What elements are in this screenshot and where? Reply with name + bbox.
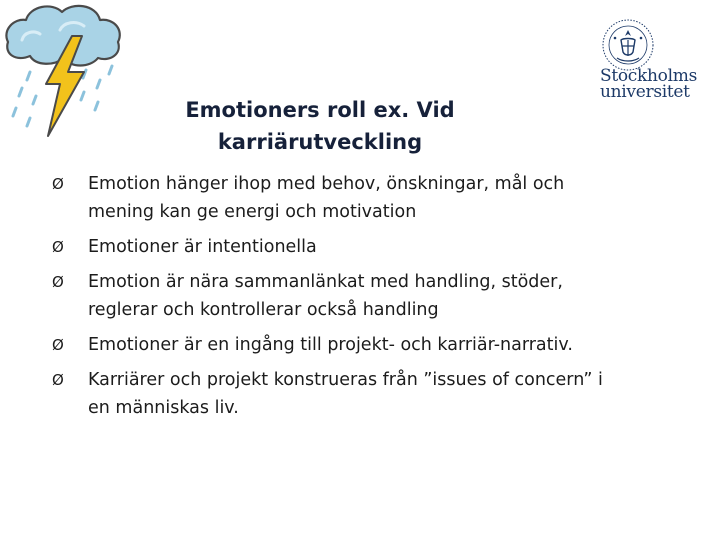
- bullet-list: [30, 170, 610, 429]
- bullet-arrow-icon: Ø: [52, 273, 64, 291]
- storm-cloud-lightning-icon: [0, 0, 150, 150]
- bullet-text: Emotioner är en ingång till projekt- och karriär-narrativ.: [88, 335, 573, 355]
- university-logo: [596, 18, 702, 106]
- bullet-arrow-icon: Ø: [52, 336, 64, 354]
- logo-line-2: universitet: [600, 82, 690, 102]
- bullet-item: [30, 268, 610, 324]
- bullet-text: Emotion hänger ihop med behov, önskningar, mål och mening kan ge energi och motivation: [88, 174, 565, 222]
- bullet-item: [30, 366, 610, 422]
- bullet-item: [30, 170, 610, 226]
- bullet-text: Emotioner är intentionella: [88, 237, 317, 257]
- bullet-text: Emotion är nära sammanlänkat med handling, stöder, reglerar och kontrollerar också handling: [88, 272, 563, 320]
- bullet-item: [30, 233, 610, 261]
- slide-title: Emotioners roll ex. Vid karriärutveckling: [185, 98, 455, 154]
- university-seal-icon: [601, 18, 655, 72]
- bullet-arrow-icon: Ø: [52, 371, 64, 389]
- bullet-text: Karriärer och projekt konstrueras från ”issues of concern” i en människas liv.: [88, 370, 603, 418]
- bullet-item: [30, 331, 610, 359]
- logo-line-1: Stockholms: [600, 66, 697, 86]
- bullet-arrow-icon: Ø: [52, 238, 64, 256]
- bullet-arrow-icon: Ø: [52, 175, 64, 193]
- university-wordmark: [600, 68, 704, 100]
